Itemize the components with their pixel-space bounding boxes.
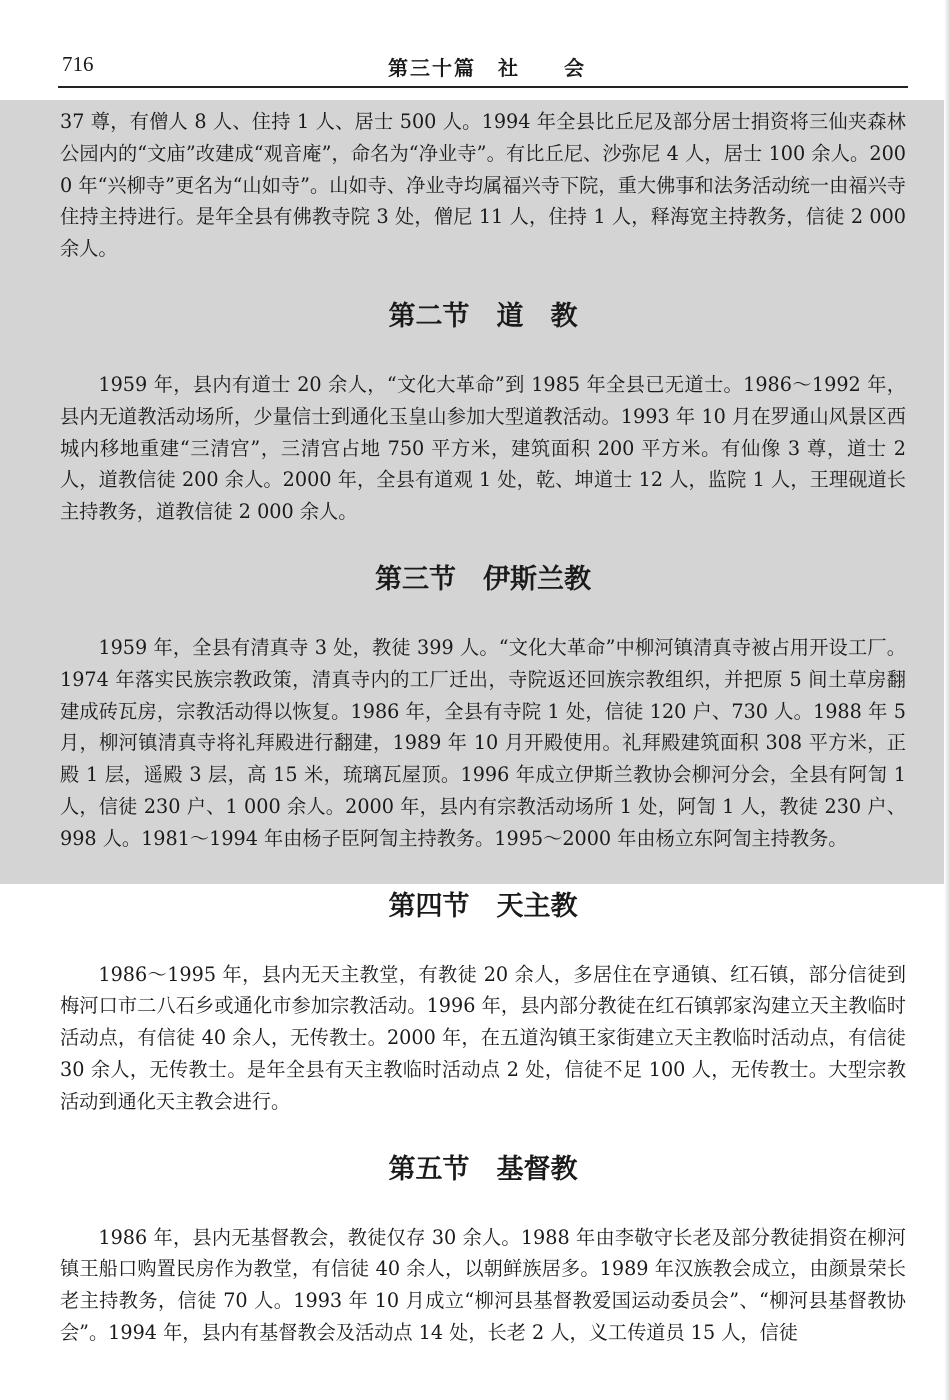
section-islam [60,550,906,855]
running-title: 第三十篇 社 会 [388,56,586,80]
section-taoism [60,287,906,528]
section-buddhism-continued [60,106,906,265]
section-title: 第二节 道 教 [388,300,578,332]
paragraph: 1959 年，全县有清真寺 3 处，教徒 399 人。“文化大革命”中柳河镇清真寺被占用开设工厂。1974 年落实民族宗教政策，清真寺内的工厂迁出，寺院返还回族宗教组织，并把原 5 间土草房翻建成砖瓦房，宗教活动得以恢复。1986 年，全县有寺院 1 处，信徒 120 户、730 人。1988 年 5 月，柳河镇清真寺将礼拜殿进行翻建，1989 年 10 月开殿使用。礼拜殿建筑面积 308 平方米，正殿 1 层，遥殿 3 层，高 15 米，琉璃瓦屋顶。1996 年成立伊斯兰教协会柳河分会，全县有阿訇 1 人，信徒 230 户、1 000 余人。2000 年，县内有宗教活动场所 1 处，阿訇 1 人，教徒 230 户、998 人。1981～1994 年由杨子臣阿訇主持教务。1995～2000 年由杨立东阿訇主持教务。 [60,635,906,850]
scan-edge [944,0,950,1400]
page-header [0,0,950,100]
page-body [60,106,906,1349]
section-title: 第三节 伊斯兰教 [375,563,591,595]
paragraph: 1986～1995 年，县内无天主教堂，有教徒 20 余人，多居住在亨通镇、红石镇，部分信徒到梅河口市二八石乡或通化市参加宗教活动。1996 年，县内部分教徒在红石镇郭家沟建立天主教临时活动点，有信徒 40 余人，无传教士。2000 年，在五道沟镇王家街建立天主教临时活动点，有信徒 30 余人，无传教士。是年全县有天主教临时活动点 2 处，信徒不足 100 人，无传教士。大型宗教活动到通化天主教会进行。 [60,962,906,1113]
paragraph: 1986 年，县内无基督教会，教徒仅存 30 余人。1988 年由李敬守长老及部分教徒捐资在柳河镇王船口购置民房作为教堂，有信徒 40 余人，以朝鲜族居多。1989 年汉族教会成立，由颜景荣长老主持教务，信徒 70 人。1993 年 10 月成立“柳河县基督教爱国运动委员会”、“柳河县基督教协会”。1994 年，县内有基督教会及活动点 14 处，长老 2 人，义工传道员 15 人，信徒 [60,1225,906,1344]
section-title: 第五节 基督教 [388,1153,578,1185]
paragraph: 37 尊，有僧人 8 人、住持 1 人、居士 500 人。1994 年全县比丘尼及部分居士捐资将三仙夹森林公园内的“文庙”改建成“观音庵”，命名为“净业寺”。有比丘尼、沙弥尼 4 人，居士 100 余人。2000 年“兴柳寺”更名为“山如寺”。山如寺、净业寺均属福兴寺下院，重大佛事和法务活动统一由福兴寺住持主持进行。是年全县有佛教寺院 3 处，僧尼 11 人，住持 1 人，释海宽主持教务，信徒 2 000 余人。 [60,110,906,261]
paragraph: 1959 年，县内有道士 20 余人，“文化大革命”到 1985 年全县已无道士。1986～1992 年，县内无道教活动场所，少量信士到通化玉皇山参加大型道教活动。1993 年 10 月在罗通山风景区西城内移地重建“三清宫”，三清宫占地 750 平方米，建筑面积 200 平方米。有仙像 3 尊，道士 2 人，道教信徒 200 余人。2000 年，全县有道观 1 处，乾、坤道士 12 人，监院 1 人，王理砚道长主持教务，道教信徒 2 000 余人。 [60,372,906,524]
section-title: 第四节 天主教 [388,890,578,922]
header-rule [58,86,908,88]
section-catholicism [60,877,906,1118]
section-christianity [60,1140,906,1349]
page-number: 716 [62,52,94,76]
